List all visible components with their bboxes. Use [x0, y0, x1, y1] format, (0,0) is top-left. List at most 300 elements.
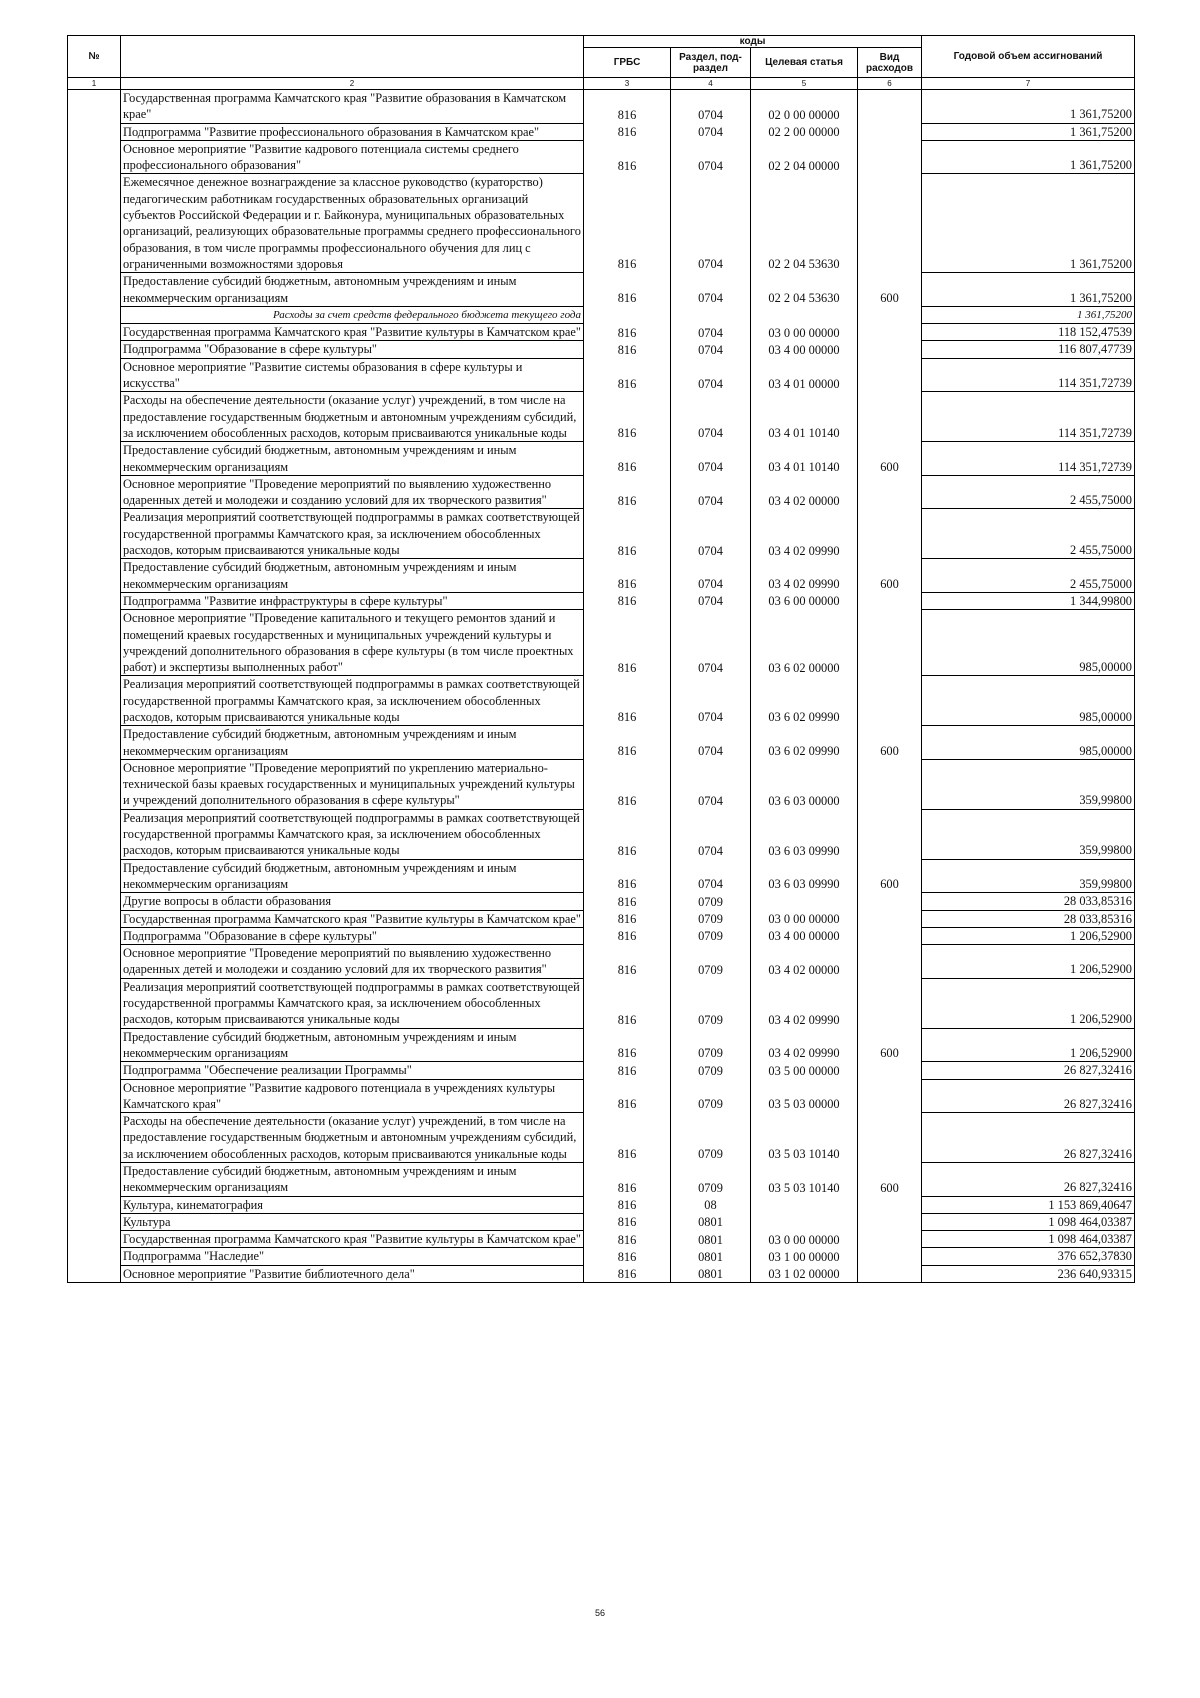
row-expense-type	[858, 392, 922, 442]
column-number: 7	[922, 78, 1135, 90]
row-number	[68, 759, 121, 809]
page-number: 56	[594, 1608, 605, 1618]
table-row	[68, 1163, 1135, 1197]
row-target-article: 03 4 01 10140	[751, 442, 858, 476]
row-grbs: 816	[584, 859, 671, 893]
row-grbs: 816	[584, 273, 671, 307]
row-razdel: 0704	[671, 392, 751, 442]
header-grbs: ГРБС	[584, 48, 671, 78]
row-name: Основное мероприятие "Проведение капитального и текущего ремонтов зданий и помещений краевых государственных и муниципальных учреждений культуры и учреждений дополнительного образования в сфере культуры (в том числе проектных работ) и экспертизы выполненных работ"	[121, 610, 584, 676]
row-number	[68, 392, 121, 442]
row-name: Основное мероприятие "Развитие кадрового потенциала в учреждениях культуры Камчатского края"	[121, 1079, 584, 1113]
row-name: Государственная программа Камчатского края "Развитие культуры в Камчатском крае"	[121, 910, 584, 927]
row-amount: 359,99800	[922, 809, 1135, 859]
row-number	[68, 910, 121, 927]
row-grbs: 816	[584, 1163, 671, 1197]
table-row	[68, 759, 1135, 809]
row-number	[68, 809, 121, 859]
table-row	[68, 174, 1135, 273]
row-razdel: 0704	[671, 559, 751, 593]
row-grbs: 816	[584, 610, 671, 676]
row-name: Государственная программа Камчатского края "Развитие культуры в Камчатском крае"	[121, 1231, 584, 1248]
row-target-article: 03 0 00 00000	[751, 910, 858, 927]
row-amount: 2 455,75000	[922, 559, 1135, 593]
row-number	[68, 1062, 121, 1079]
row-number	[68, 1248, 121, 1265]
row-razdel: 0704	[671, 475, 751, 509]
row-amount: 1 361,75200	[922, 174, 1135, 273]
row-name: Расходы на обеспечение деятельности (оказание услуг) учреждений, в том числе на предоставление государственным бюджетным и автономным учреждениям субсидий, за исключением обособленных расходов, которым присваиваются уникальные коды	[121, 392, 584, 442]
table-row	[68, 945, 1135, 979]
table-row	[68, 509, 1135, 559]
row-razdel: 0704	[671, 273, 751, 307]
row-name: Предоставление субсидий бюджетным, автономным учреждениям и иным некоммерческим организациям	[121, 726, 584, 760]
row-amount: 1 098 464,03387	[922, 1231, 1135, 1248]
row-name: Реализация мероприятий соответствующей подпрограммы в рамках соответствующей государственной программы Камчатского края, за исключением обособленных расходов, которым присваиваются уникальные коды	[121, 676, 584, 726]
row-expense-type	[858, 676, 922, 726]
row-amount: 1 361,75200	[922, 306, 1135, 323]
row-target-article: 02 0 00 00000	[751, 90, 858, 124]
row-grbs: 816	[584, 910, 671, 927]
column-number: 6	[858, 78, 922, 90]
header-codes: коды	[584, 36, 922, 48]
row-razdel: 0704	[671, 442, 751, 476]
row-razdel: 0709	[671, 910, 751, 927]
row-number	[68, 90, 121, 124]
row-name: Подпрограмма "Обеспечение реализации Программы"	[121, 1062, 584, 1079]
row-expense-type: 600	[858, 1028, 922, 1062]
row-expense-type	[858, 945, 922, 979]
row-expense-type	[858, 1196, 922, 1213]
row-amount: 236 640,93315	[922, 1265, 1135, 1282]
table-row	[68, 341, 1135, 358]
row-amount: 1 361,75200	[922, 90, 1135, 124]
row-amount: 985,00000	[922, 726, 1135, 760]
table-row	[68, 927, 1135, 944]
row-name: Предоставление субсидий бюджетным, автономным учреждениям и иным некоммерческим организациям	[121, 559, 584, 593]
budget-table-sheet	[67, 35, 1134, 1283]
row-razdel: 0709	[671, 1079, 751, 1113]
row-target-article: 03 4 02 00000	[751, 945, 858, 979]
row-target-article: 03 4 02 09990	[751, 978, 858, 1028]
row-amount: 26 827,32416	[922, 1163, 1135, 1197]
table-row	[68, 1028, 1135, 1062]
row-expense-type	[858, 893, 922, 910]
table-row	[68, 1265, 1135, 1282]
row-number	[68, 893, 121, 910]
row-grbs: 816	[584, 1213, 671, 1230]
row-razdel: 0709	[671, 1113, 751, 1163]
row-razdel: 0709	[671, 927, 751, 944]
row-expense-type	[858, 978, 922, 1028]
row-grbs: 816	[584, 442, 671, 476]
row-expense-type	[858, 1265, 922, 1282]
row-number	[68, 341, 121, 358]
row-target-article: 03 6 00 00000	[751, 592, 858, 609]
row-grbs: 816	[584, 123, 671, 140]
row-name: Государственная программа Камчатского края "Развитие культуры в Камчатском крае"	[121, 324, 584, 341]
row-grbs: 816	[584, 1248, 671, 1265]
row-grbs: 816	[584, 341, 671, 358]
table-body	[68, 90, 1135, 1283]
row-razdel: 0709	[671, 1163, 751, 1197]
row-name: Основное мероприятие "Проведение мероприятий по укреплению материально-технической базы краевых государственных и муниципальных учреждений культуры и учреждений дополнительного образования в сфере культуры"	[121, 759, 584, 809]
table-row	[68, 123, 1135, 140]
row-amount: 1 153 869,40647	[922, 1196, 1135, 1213]
row-expense-type	[858, 759, 922, 809]
table-row	[68, 358, 1135, 392]
row-name: Основное мероприятие "Развитие кадрового потенциала системы среднего профессионального образования"	[121, 140, 584, 174]
row-expense-type	[858, 1231, 922, 1248]
row-razdel: 0704	[671, 859, 751, 893]
row-expense-type	[858, 610, 922, 676]
row-expense-type: 600	[858, 273, 922, 307]
row-razdel: 0709	[671, 1062, 751, 1079]
table-header	[68, 36, 1135, 90]
column-number: 4	[671, 78, 751, 90]
row-expense-type	[858, 1248, 922, 1265]
row-razdel: 08	[671, 1196, 751, 1213]
row-number	[68, 927, 121, 944]
row-expense-type: 600	[858, 442, 922, 476]
row-target-article: 03 6 02 09990	[751, 726, 858, 760]
row-expense-type	[858, 140, 922, 174]
table-row	[68, 893, 1135, 910]
row-target-article	[751, 306, 858, 323]
header-name	[121, 36, 584, 78]
row-number	[68, 1079, 121, 1113]
row-target-article: 03 1 02 00000	[751, 1265, 858, 1282]
row-target-article: 03 4 02 09990	[751, 1028, 858, 1062]
row-grbs: 816	[584, 1231, 671, 1248]
row-target-article: 03 4 02 09990	[751, 509, 858, 559]
row-expense-type	[858, 123, 922, 140]
row-razdel: 0709	[671, 945, 751, 979]
row-grbs: 816	[584, 1028, 671, 1062]
row-name: Расходы за счет средств федерального бюджета текущего года	[121, 306, 584, 323]
row-amount: 1 344,99800	[922, 592, 1135, 609]
row-grbs: 816	[584, 1113, 671, 1163]
row-expense-type	[858, 90, 922, 124]
row-grbs: 816	[584, 324, 671, 341]
row-grbs: 816	[584, 809, 671, 859]
row-grbs: 816	[584, 759, 671, 809]
row-target-article: 02 2 04 53630	[751, 273, 858, 307]
row-target-article: 03 0 00 00000	[751, 1231, 858, 1248]
row-target-article: 03 4 01 10140	[751, 392, 858, 442]
row-grbs: 816	[584, 676, 671, 726]
row-name: Основное мероприятие "Развитие системы образования в сфере культуры и искусства"	[121, 358, 584, 392]
row-razdel: 0704	[671, 759, 751, 809]
table-row	[68, 859, 1135, 893]
row-amount: 114 351,72739	[922, 442, 1135, 476]
row-expense-type	[858, 475, 922, 509]
row-grbs: 816	[584, 927, 671, 944]
table-row	[68, 610, 1135, 676]
row-number	[68, 1163, 121, 1197]
row-target-article: 03 5 03 10140	[751, 1163, 858, 1197]
row-razdel: 0704	[671, 123, 751, 140]
row-number	[68, 174, 121, 273]
row-number	[68, 123, 121, 140]
row-number	[68, 273, 121, 307]
table-row	[68, 475, 1135, 509]
row-expense-type	[858, 174, 922, 273]
row-grbs: 816	[584, 509, 671, 559]
table-row	[68, 910, 1135, 927]
table-row	[68, 1079, 1135, 1113]
row-razdel: 0801	[671, 1248, 751, 1265]
header-number: №	[68, 36, 121, 78]
row-expense-type	[858, 809, 922, 859]
row-target-article: 03 6 02 09990	[751, 676, 858, 726]
row-amount: 1 361,75200	[922, 140, 1135, 174]
row-target-article: 03 4 02 00000	[751, 475, 858, 509]
row-name: Предоставление субсидий бюджетным, автономным учреждениям и иным некоммерческим организациям	[121, 1163, 584, 1197]
table-row	[68, 1113, 1135, 1163]
row-number	[68, 726, 121, 760]
row-number	[68, 1113, 121, 1163]
row-target-article: 03 6 03 00000	[751, 759, 858, 809]
row-target-article: 03 6 02 00000	[751, 610, 858, 676]
row-target-article	[751, 1213, 858, 1230]
row-expense-type	[858, 509, 922, 559]
row-number	[68, 442, 121, 476]
row-grbs: 816	[584, 559, 671, 593]
row-grbs: 816	[584, 475, 671, 509]
row-name: Подпрограмма "Наследие"	[121, 1248, 584, 1265]
row-grbs: 816	[584, 140, 671, 174]
row-name: Предоставление субсидий бюджетным, автономным учреждениям и иным некоммерческим организациям	[121, 442, 584, 476]
row-grbs: 816	[584, 174, 671, 273]
row-razdel: 0704	[671, 592, 751, 609]
row-number	[68, 509, 121, 559]
row-number	[68, 859, 121, 893]
row-amount: 1 206,52900	[922, 978, 1135, 1028]
row-target-article: 03 1 00 00000	[751, 1248, 858, 1265]
row-amount: 28 033,85316	[922, 910, 1135, 927]
row-number	[68, 1231, 121, 1248]
header-expense-type: Вид расходов	[858, 48, 922, 78]
row-name: Подпрограмма "Образование в сфере культуры"	[121, 927, 584, 944]
table-row	[68, 1213, 1135, 1230]
row-target-article: 02 2 00 00000	[751, 123, 858, 140]
row-grbs: 816	[584, 1062, 671, 1079]
row-expense-type	[858, 1079, 922, 1113]
row-name: Ежемесячное денежное вознаграждение за классное руководство (кураторство) педагогическим работникам государственных образовательных организаций субъектов Российской Федерации и г. Байконура, муниципальных образовательных организаций, реализующих образовательные программы среднего профессионального образования, в том числе программы профессионального обучения для лиц с ограниченными возможностями здоровья	[121, 174, 584, 273]
row-name: Государственная программа Камчатского края "Развитие образования в Камчатском крае"	[121, 90, 584, 124]
table-row	[68, 559, 1135, 593]
row-amount: 1 098 464,03387	[922, 1213, 1135, 1230]
row-amount: 1 206,52900	[922, 927, 1135, 944]
table-row	[68, 1196, 1135, 1213]
row-razdel: 0704	[671, 676, 751, 726]
table-row	[68, 809, 1135, 859]
row-expense-type	[858, 306, 922, 323]
row-number	[68, 1265, 121, 1282]
row-expense-type	[858, 592, 922, 609]
row-grbs: 816	[584, 592, 671, 609]
header-razdel: Раздел, под-раздел	[671, 48, 751, 78]
row-amount: 1 361,75200	[922, 123, 1135, 140]
header-target-article: Целевая статья	[751, 48, 858, 78]
row-name: Подпрограмма "Образование в сфере культуры"	[121, 341, 584, 358]
table-row	[68, 140, 1135, 174]
row-razdel: 0709	[671, 1028, 751, 1062]
row-target-article: 03 4 02 09990	[751, 559, 858, 593]
row-target-article	[751, 1196, 858, 1213]
row-razdel: 0704	[671, 610, 751, 676]
row-expense-type: 600	[858, 1163, 922, 1197]
row-name: Культура, кинематография	[121, 1196, 584, 1213]
budget-table	[67, 35, 1135, 1283]
table-row	[68, 1231, 1135, 1248]
row-target-article: 03 4 01 00000	[751, 358, 858, 392]
row-expense-type	[858, 341, 922, 358]
row-expense-type	[858, 1062, 922, 1079]
row-number	[68, 140, 121, 174]
row-expense-type: 600	[858, 559, 922, 593]
row-expense-type: 600	[858, 726, 922, 760]
column-number: 5	[751, 78, 858, 90]
row-target-article: 03 4 00 00000	[751, 927, 858, 944]
row-razdel: 0704	[671, 90, 751, 124]
header-amount: Годовой объем ассигнований	[922, 36, 1135, 78]
table-row	[68, 592, 1135, 609]
table-row	[68, 1062, 1135, 1079]
column-number: 2	[121, 78, 584, 90]
row-number	[68, 592, 121, 609]
row-target-article: 03 5 03 10140	[751, 1113, 858, 1163]
row-expense-type	[858, 910, 922, 927]
row-grbs: 816	[584, 1265, 671, 1282]
row-amount: 114 351,72739	[922, 358, 1135, 392]
row-name: Предоставление субсидий бюджетным, автономным учреждениям и иным некоммерческим организациям	[121, 859, 584, 893]
row-grbs: 816	[584, 1196, 671, 1213]
row-razdel: 0704	[671, 174, 751, 273]
row-name: Другие вопросы в области образования	[121, 893, 584, 910]
row-razdel: 0801	[671, 1231, 751, 1248]
row-grbs: 816	[584, 726, 671, 760]
table-row	[68, 324, 1135, 341]
row-target-article: 03 0 00 00000	[751, 324, 858, 341]
row-grbs: 816	[584, 893, 671, 910]
row-number	[68, 978, 121, 1028]
row-grbs: 816	[584, 358, 671, 392]
row-name: Культура	[121, 1213, 584, 1230]
row-amount: 114 351,72739	[922, 392, 1135, 442]
row-razdel: 0704	[671, 726, 751, 760]
row-grbs: 816	[584, 945, 671, 979]
row-number	[68, 475, 121, 509]
row-target-article: 03 5 03 00000	[751, 1079, 858, 1113]
row-grbs: 816	[584, 392, 671, 442]
table-row	[68, 726, 1135, 760]
row-number	[68, 1213, 121, 1230]
row-amount: 116 807,47739	[922, 341, 1135, 358]
row-expense-type	[858, 1213, 922, 1230]
row-number	[68, 945, 121, 979]
row-number	[68, 676, 121, 726]
row-razdel: 0704	[671, 341, 751, 358]
row-razdel: 0709	[671, 978, 751, 1028]
row-razdel: 0704	[671, 358, 751, 392]
row-number	[68, 559, 121, 593]
row-expense-type	[858, 927, 922, 944]
row-name: Предоставление субсидий бюджетным, автономным учреждениям и иным некоммерческим организациям	[121, 1028, 584, 1062]
row-expense-type	[858, 358, 922, 392]
row-amount: 1 361,75200	[922, 273, 1135, 307]
row-razdel: 0801	[671, 1213, 751, 1230]
row-target-article: 02 2 04 00000	[751, 140, 858, 174]
row-amount: 2 455,75000	[922, 509, 1135, 559]
table-row	[68, 978, 1135, 1028]
table-row	[68, 90, 1135, 124]
row-name: Подпрограмма "Развитие профессионального образования в Камчатском крае"	[121, 123, 584, 140]
table-row	[68, 442, 1135, 476]
row-amount: 985,00000	[922, 676, 1135, 726]
row-name: Реализация мероприятий соответствующей подпрограммы в рамках соответствующей государственной программы Камчатского края, за исключением обособленных расходов, которым присваиваются уникальные коды	[121, 509, 584, 559]
row-target-article: 03 4 00 00000	[751, 341, 858, 358]
row-razdel: 0704	[671, 324, 751, 341]
row-amount: 1 206,52900	[922, 1028, 1135, 1062]
row-target-article: 03 6 03 09990	[751, 859, 858, 893]
row-razdel	[671, 306, 751, 323]
row-amount: 985,00000	[922, 610, 1135, 676]
row-amount: 26 827,32416	[922, 1079, 1135, 1113]
row-amount: 359,99800	[922, 859, 1135, 893]
row-name: Реализация мероприятий соответствующей подпрограммы в рамках соответствующей государственной программы Камчатского края, за исключением обособленных расходов, которым присваиваются уникальные коды	[121, 978, 584, 1028]
row-razdel: 0704	[671, 140, 751, 174]
row-amount: 2 455,75000	[922, 475, 1135, 509]
column-number: 3	[584, 78, 671, 90]
row-amount: 376 652,37830	[922, 1248, 1135, 1265]
row-name: Подпрограмма "Развитие инфраструктуры в сфере культуры"	[121, 592, 584, 609]
row-razdel: 0801	[671, 1265, 751, 1282]
row-number	[68, 358, 121, 392]
row-razdel: 0704	[671, 509, 751, 559]
table-row	[68, 392, 1135, 442]
row-number	[68, 306, 121, 323]
row-amount: 359,99800	[922, 759, 1135, 809]
row-name: Расходы на обеспечение деятельности (оказание услуг) учреждений, в том числе на предоставление государственным бюджетным и автономным учреждениям субсидий, за исключением обособленных расходов, которым присваиваются уникальные коды	[121, 1113, 584, 1163]
row-grbs: 816	[584, 90, 671, 124]
row-amount: 1 206,52900	[922, 945, 1135, 979]
table-row	[68, 306, 1135, 323]
row-razdel: 0704	[671, 809, 751, 859]
row-name: Реализация мероприятий соответствующей подпрограммы в рамках соответствующей государственной программы Камчатского края, за исключением обособленных расходов, которым присваиваются уникальные коды	[121, 809, 584, 859]
row-target-article	[751, 893, 858, 910]
row-grbs: 816	[584, 1079, 671, 1113]
row-number	[68, 1028, 121, 1062]
column-number-row	[68, 78, 1135, 90]
row-number	[68, 324, 121, 341]
row-name: Основное мероприятие "Проведение мероприятий по выявлению художественно одаренных детей и молодежи и созданию условий для их творческого развития"	[121, 475, 584, 509]
row-razdel: 0709	[671, 893, 751, 910]
row-target-article: 03 5 00 00000	[751, 1062, 858, 1079]
row-grbs: 816	[584, 978, 671, 1028]
row-amount: 26 827,32416	[922, 1062, 1135, 1079]
row-expense-type	[858, 1113, 922, 1163]
row-number	[68, 610, 121, 676]
row-expense-type: 600	[858, 859, 922, 893]
row-amount: 118 152,47539	[922, 324, 1135, 341]
row-name: Основное мероприятие "Проведение мероприятий по выявлению художественно одаренных детей и молодежи и созданию условий для их творческого развития"	[121, 945, 584, 979]
row-name: Основное мероприятие "Развитие библиотечного дела"	[121, 1265, 584, 1282]
row-grbs	[584, 306, 671, 323]
row-number	[68, 1196, 121, 1213]
row-amount: 28 033,85316	[922, 893, 1135, 910]
